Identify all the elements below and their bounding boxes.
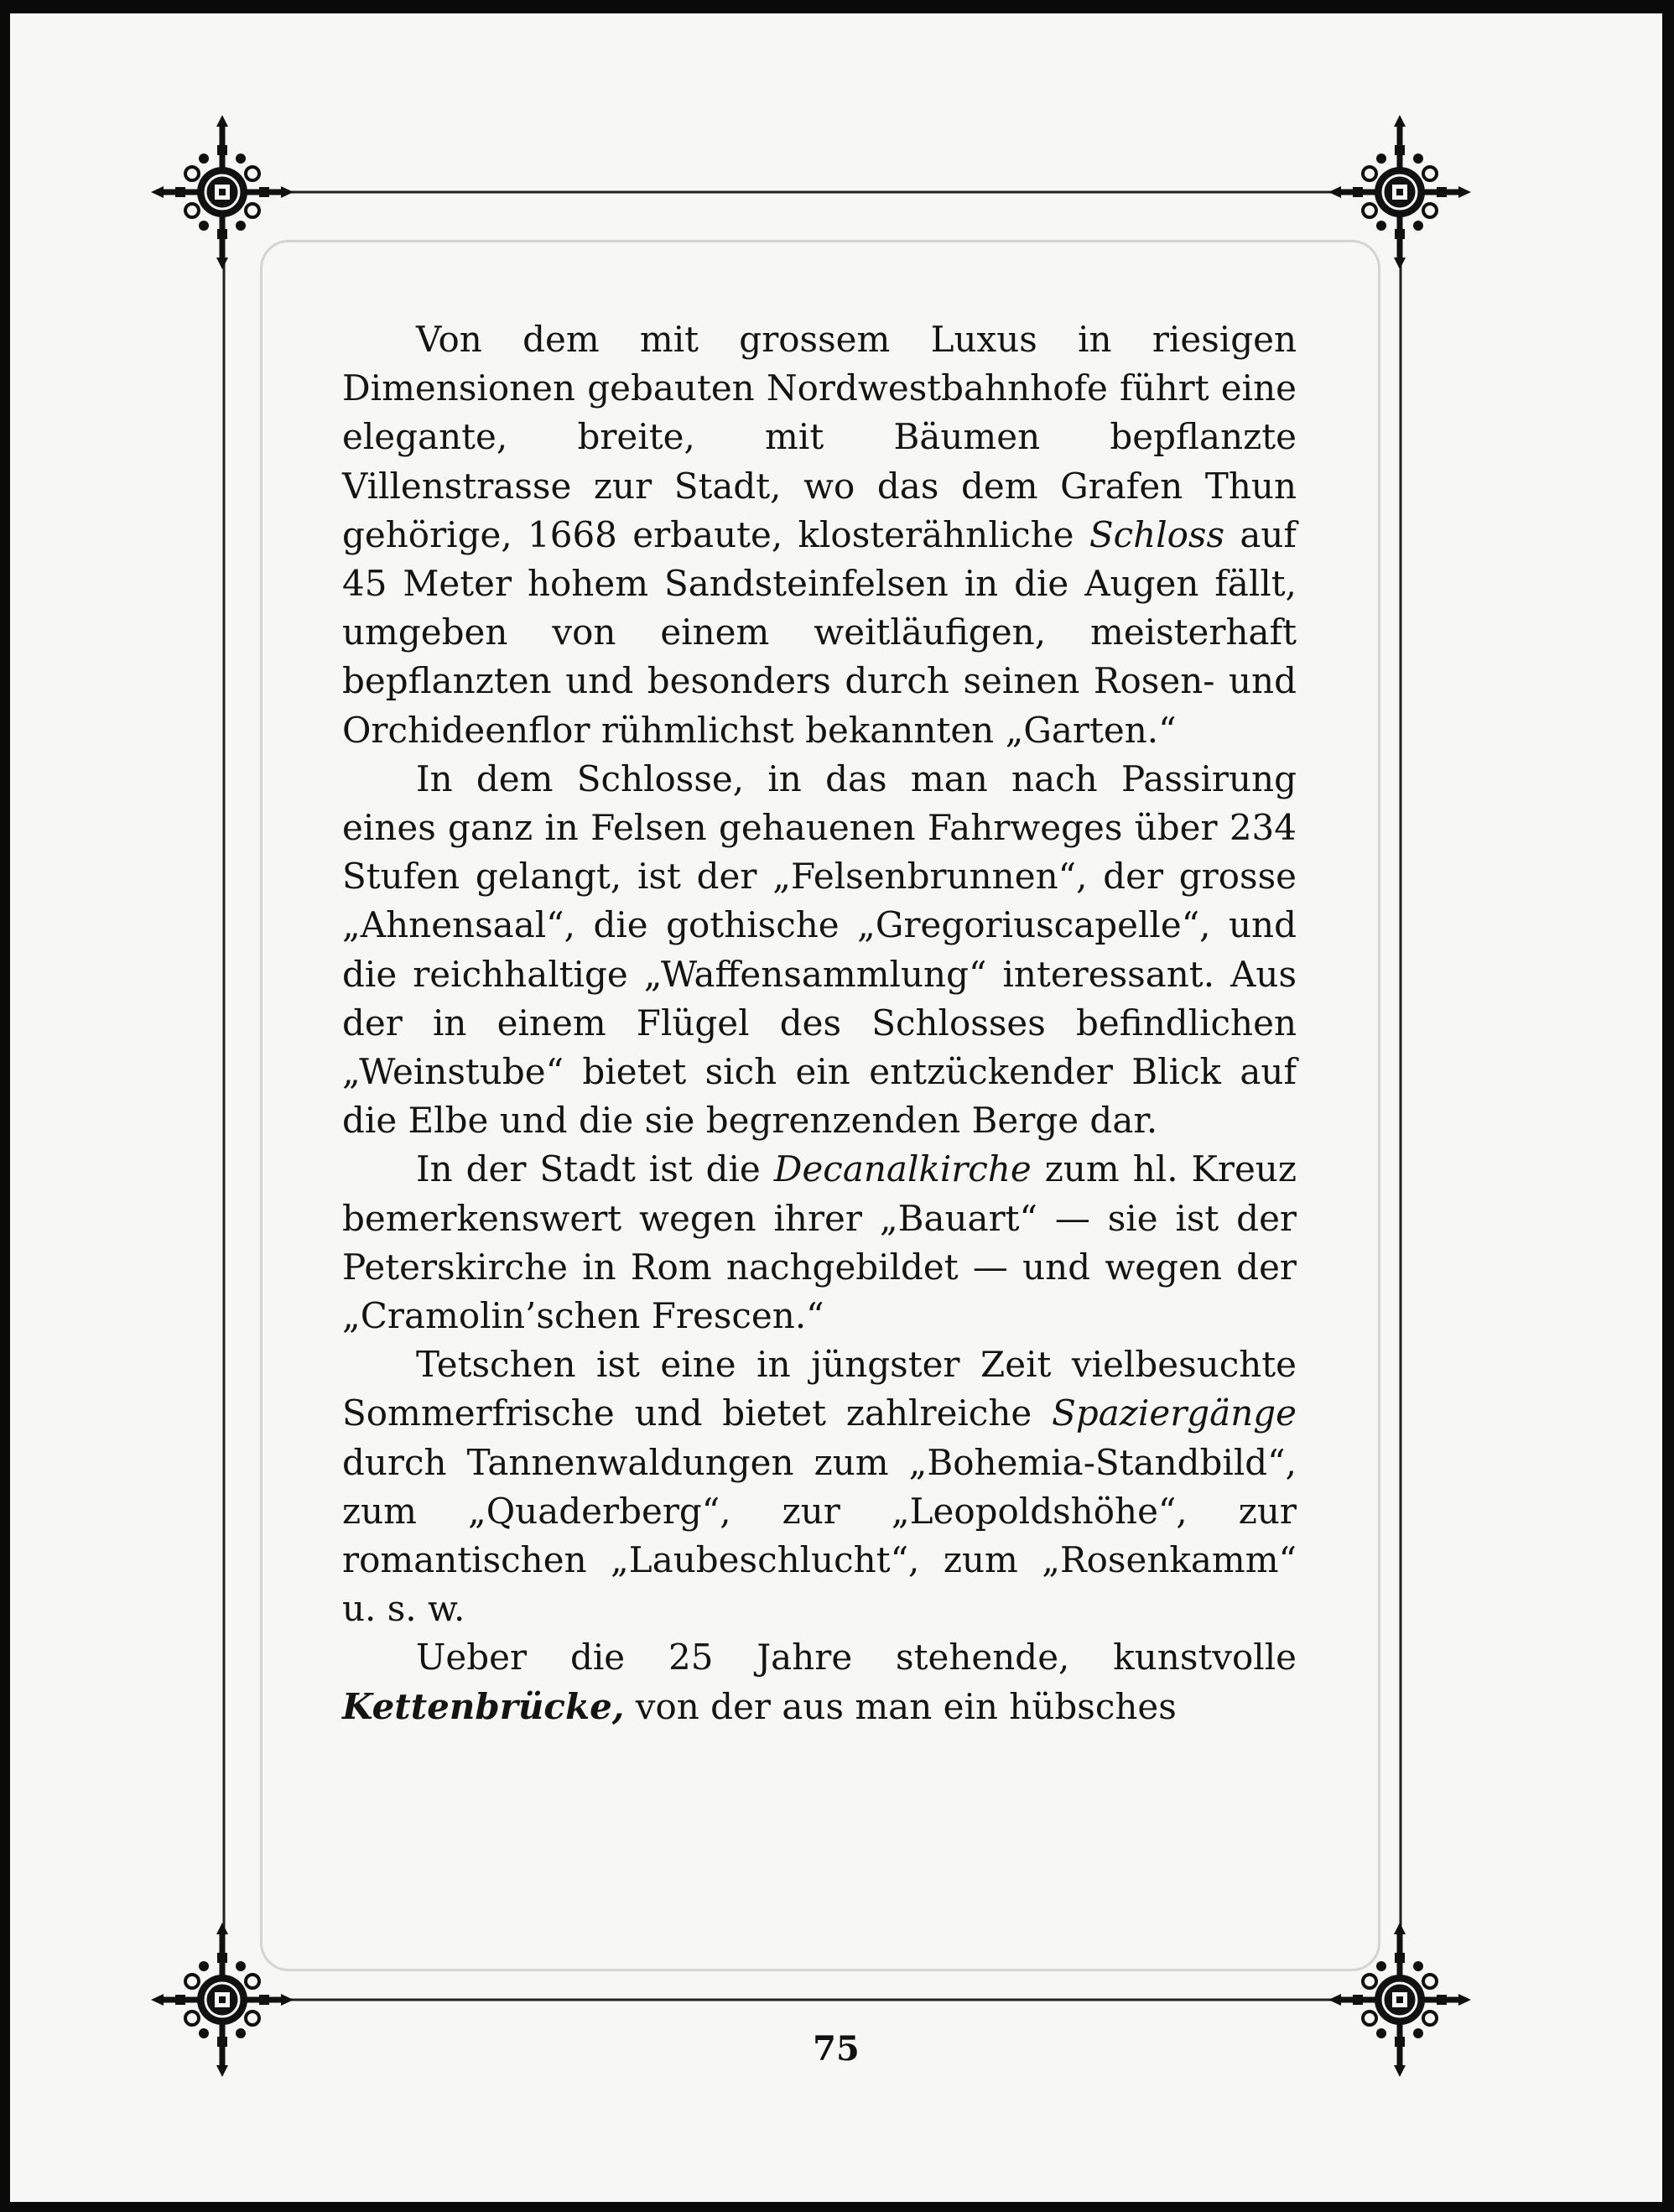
text-run: In dem Schlosse, in das man nach Passirung eines ganz in Felsen gehauenen Fahrweges über 234 Stufen gelangt, ist der „Felsenbrunnen“, der grosse „Ahnensaal“, die gothische „Gregoriuscapelle“, und die reichhaltige „Waffensammlung“ interessant. Aus der in einem Flügel des Schlosses befindlichen „Weinstube“ bietet sich ein entzückender Blick auf die Elbe und die sie begrenzenden Berge dar. <box>342 757 1297 1142</box>
text-run: In der Stadt ist die <box>416 1148 774 1190</box>
emphasized-text: Decanalkirche <box>773 1148 1032 1190</box>
page-number: 75 <box>813 2029 860 2069</box>
text-run: durch Tannenwaldungen zum „Bohemia-Standbild“, zum „Quaderberg“, zur „Leopoldshöhe“, zur romantischen „Laubeschlucht“, zum „Rosenkamm“ u. s. w. <box>342 1441 1297 1630</box>
text-run: Von dem mit grossem Luxus in riesigen Dimensionen gebauten Nordwestbahnhofe führt eine elegante, breite, mit Bäumen bepflanzte Villenstrasse zur Stadt, wo das dem Grafen Thun gehörige, 1668 erbaute, klosterähnliche <box>342 319 1297 555</box>
text-run: Ueber die 25 Jahre stehende, kunstvolle <box>416 1637 1297 1679</box>
book-page <box>10 13 1662 2202</box>
text-run: auf 45 Meter hohem Sandsteinfelsen in die Augen fällt, umgeben von einem weitläufigen, meisterhaft bepflanzten und besonders durch seinen Rosen- und Orchideenflor rühmlichst bekannten „Garten.“ <box>342 513 1297 751</box>
text-run: von der aus man ein hübsches <box>624 1685 1177 1727</box>
paragraph <box>342 755 1297 1146</box>
emphasized-text: Spaziergänge <box>1052 1392 1297 1434</box>
emphasized-text: Kettenbrücke, <box>342 1685 625 1727</box>
text-run: zum hl. Kreuz bemerkenswert wegen ihrer „Bauart“ — sie ist der Peterskirche in Rom nachgebildet — und wegen der „Cramolin’schen Frescen.“ <box>342 1148 1297 1337</box>
body-text <box>342 315 1297 1731</box>
paragraph <box>342 315 1297 755</box>
paragraph <box>342 1633 1297 1731</box>
text-run: Tetschen ist eine in jüngster Zeit vielbesuchte Sommerfrische und bietet zahlreiche <box>342 1344 1297 1434</box>
emphasized-text: Schloss <box>1089 513 1225 555</box>
paragraph <box>342 1340 1297 1633</box>
paragraph <box>342 1145 1297 1340</box>
